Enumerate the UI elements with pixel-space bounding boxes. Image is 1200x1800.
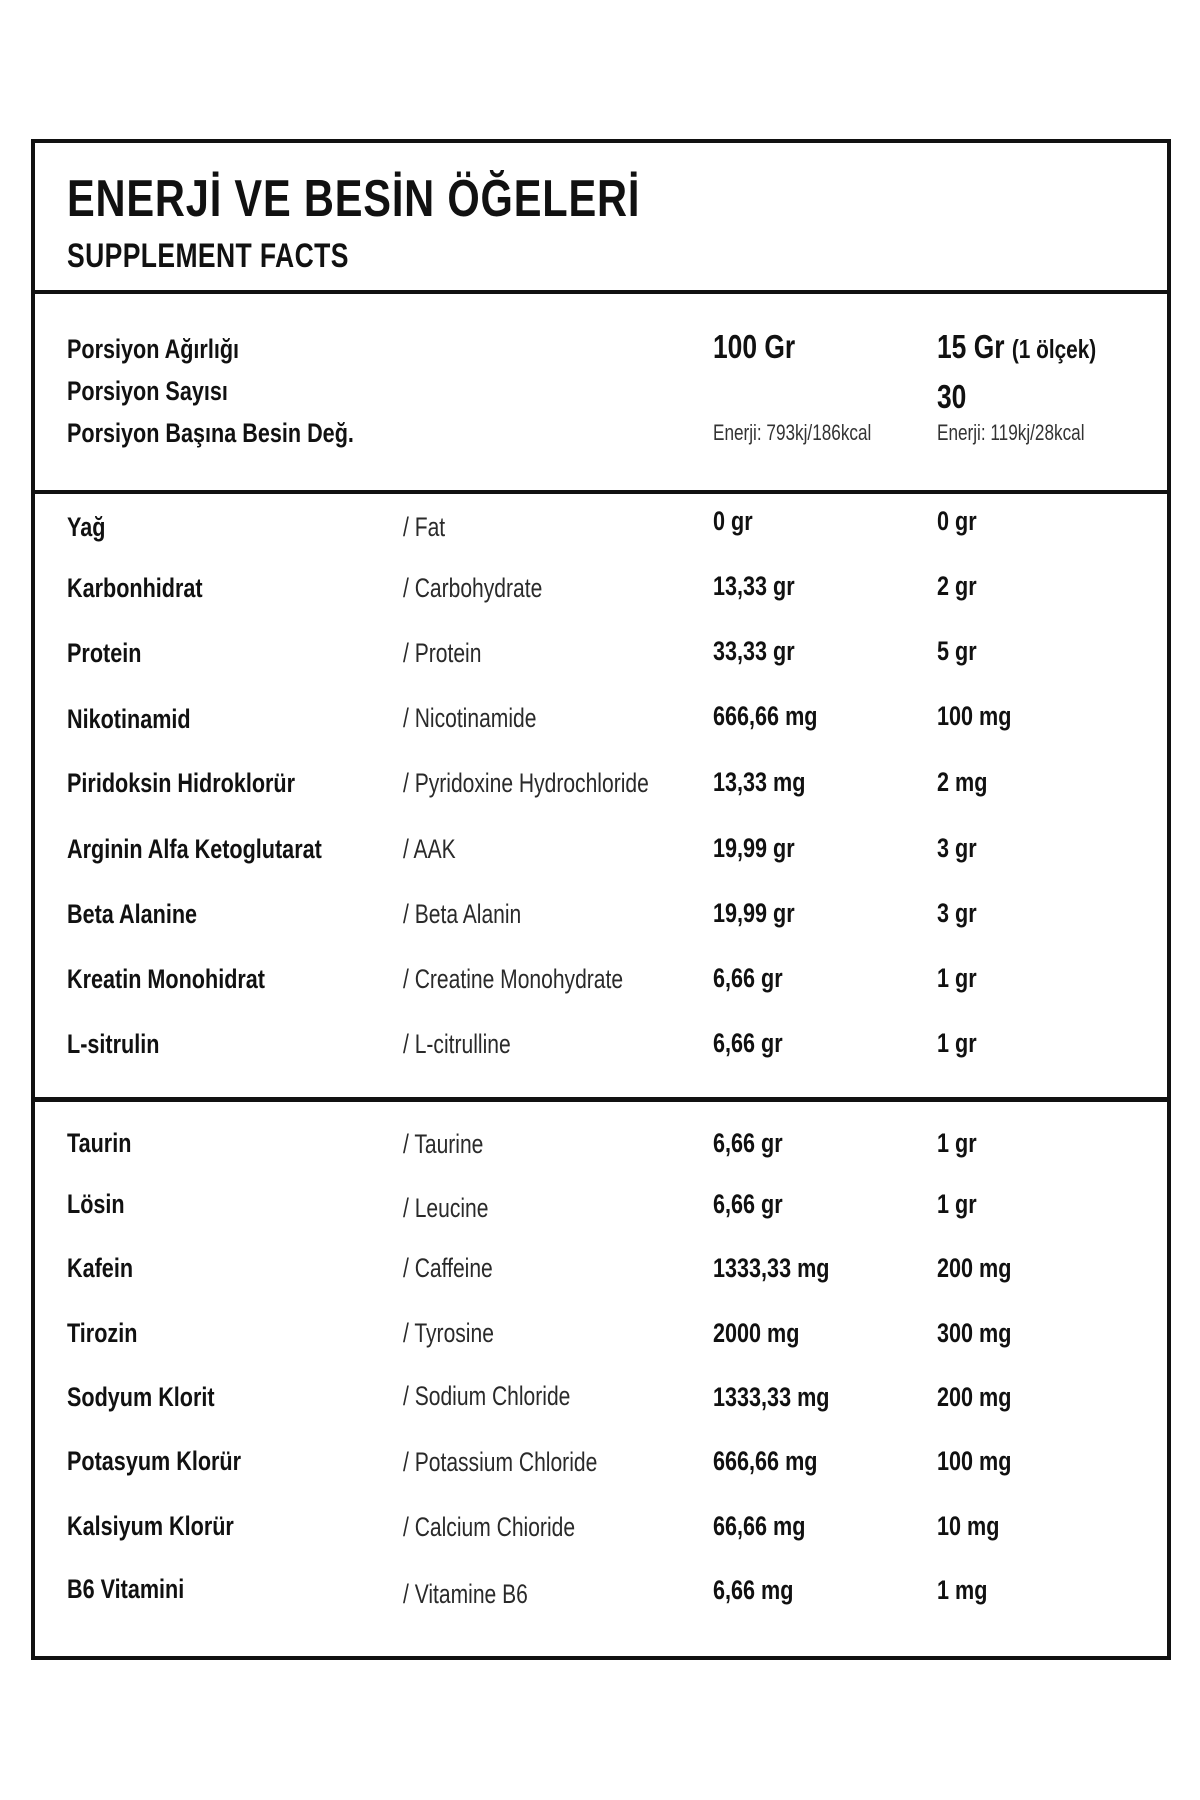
value-per100: 19,99 gr (713, 833, 795, 863)
nutrient-tr: Kreatin Monohidrat (67, 964, 265, 994)
serving-count-label: Porsiyon Sayısı (67, 376, 228, 406)
value-per100: 6,66 mg (713, 1575, 794, 1605)
supplement-facts-panel (31, 139, 1171, 1660)
value-per-serving: 1 gr (937, 963, 977, 993)
nutrient-en: / AAK (403, 834, 456, 864)
nutrient-tr: Beta Alanine (67, 899, 198, 929)
nutrient-en: / L-citrulline (403, 1029, 511, 1059)
divider-header (35, 290, 1167, 294)
value-per-serving: 300 mg (937, 1318, 1012, 1348)
value-per100: 666,66 mg (713, 1446, 818, 1476)
value-per-serving: 10 mg (937, 1511, 1000, 1541)
divider-block (35, 1097, 1167, 1102)
value-per100: 6,66 gr (713, 1189, 783, 1219)
nutrient-en: / Beta Alanin (403, 899, 522, 929)
value-per100: 1333,33 mg (713, 1253, 830, 1283)
nutrient-tr: Lösin (67, 1189, 125, 1219)
nutrient-tr: Tirozin (67, 1318, 138, 1348)
value-per100: 66,66 mg (713, 1511, 806, 1541)
nutrient-tr: Kafein (67, 1253, 134, 1283)
nutrient-tr: Karbonhidrat (67, 573, 203, 603)
nutrient-en: / Creatine Monohydrate (403, 964, 624, 994)
value-per-serving: 100 mg (937, 701, 1012, 731)
divider-serving (35, 490, 1167, 494)
energy-per100: Enerji: 793kj/186kcal (713, 420, 872, 445)
nutrient-tr: Kalsiyum Klorür (67, 1511, 234, 1541)
serving-weight-per-scoop (937, 330, 1096, 363)
serving-weight-label: Porsiyon Ağırlığı (67, 334, 240, 364)
nutrient-en: / Calcium Chioride (403, 1512, 576, 1542)
value-per-serving: 200 mg (937, 1253, 1012, 1283)
value-per100: 13,33 gr (713, 571, 795, 601)
value-per-serving: 1 gr (937, 1189, 977, 1219)
nutrient-tr: Protein (67, 638, 142, 668)
value-per100: 0 gr (713, 506, 753, 536)
nutrient-en: / Protein (403, 638, 482, 668)
serving-weight-note: (1 ölçek) (1011, 334, 1097, 364)
nutrient-tr: Piridoksin Hidroklorür (67, 768, 296, 798)
value-per-serving: 100 mg (937, 1446, 1012, 1476)
serving-nutrition-label: Porsiyon Başına Besin Değ. (67, 418, 354, 448)
nutrient-en: / Nicotinamide (403, 703, 537, 733)
value-per-serving: 3 gr (937, 898, 977, 928)
nutrient-en: / Carbohydrate (403, 573, 543, 603)
nutrient-tr: Sodyum Klorit (67, 1382, 215, 1412)
nutrient-tr: B6 Vitamini (67, 1574, 185, 1604)
nutrient-en: / Sodium Chloride (403, 1381, 571, 1411)
nutrient-en: / Pyridoxine Hydrochloride (403, 768, 649, 798)
panel-subtitle: SUPPLEMENT FACTS (67, 237, 349, 275)
nutrient-tr: Nikotinamid (67, 704, 191, 734)
nutrient-en: / Caffeine (403, 1253, 493, 1283)
value-per100: 2000 mg (713, 1318, 800, 1348)
value-per-serving: 0 gr (937, 506, 977, 536)
nutrient-tr: Potasyum Klorür (67, 1446, 242, 1476)
value-per-serving: 2 gr (937, 571, 977, 601)
value-per100: 6,66 gr (713, 1128, 783, 1158)
value-per100: 6,66 gr (713, 963, 783, 993)
nutrient-tr: Arginin Alfa Ketoglutarat (67, 834, 322, 864)
serving-weight-per100: 100 Gr (713, 328, 796, 365)
panel-title: ENERJİ VE BESİN ÖĞELERİ (67, 170, 641, 228)
nutrient-en: / Taurine (403, 1129, 484, 1159)
nutrient-tr: Taurin (67, 1128, 132, 1158)
value-per-serving: 5 gr (937, 636, 977, 666)
value-per-serving: 1 gr (937, 1028, 977, 1058)
value-per-serving: 3 gr (937, 833, 977, 863)
nutrient-en: / Fat (403, 512, 446, 542)
energy-per-scoop: Enerji: 119kj/28kcal (937, 420, 1085, 445)
value-per100: 1333,33 mg (713, 1382, 830, 1412)
nutrient-tr: Yağ (67, 512, 106, 542)
nutrient-en: / Tyrosine (403, 1318, 494, 1348)
value-per100: 666,66 mg (713, 701, 818, 731)
value-per-serving: 200 mg (937, 1382, 1012, 1412)
serving-count-value: 30 (937, 378, 967, 415)
nutrient-en: / Leucine (403, 1193, 489, 1223)
nutrient-tr: L-sitrulin (67, 1029, 160, 1059)
value-per100: 13,33 mg (713, 767, 806, 797)
value-per-serving: 1 gr (937, 1128, 977, 1158)
value-per-serving: 2 mg (937, 767, 988, 797)
nutrient-en: / Potassium Chloride (403, 1447, 598, 1477)
nutrient-en: / Vitamine B6 (403, 1579, 528, 1609)
serving-weight-value: 15 Gr (937, 328, 1005, 365)
value-per100: 19,99 gr (713, 898, 795, 928)
value-per100: 33,33 gr (713, 636, 795, 666)
value-per-serving: 1 mg (937, 1575, 988, 1605)
value-per100: 6,66 gr (713, 1028, 783, 1058)
